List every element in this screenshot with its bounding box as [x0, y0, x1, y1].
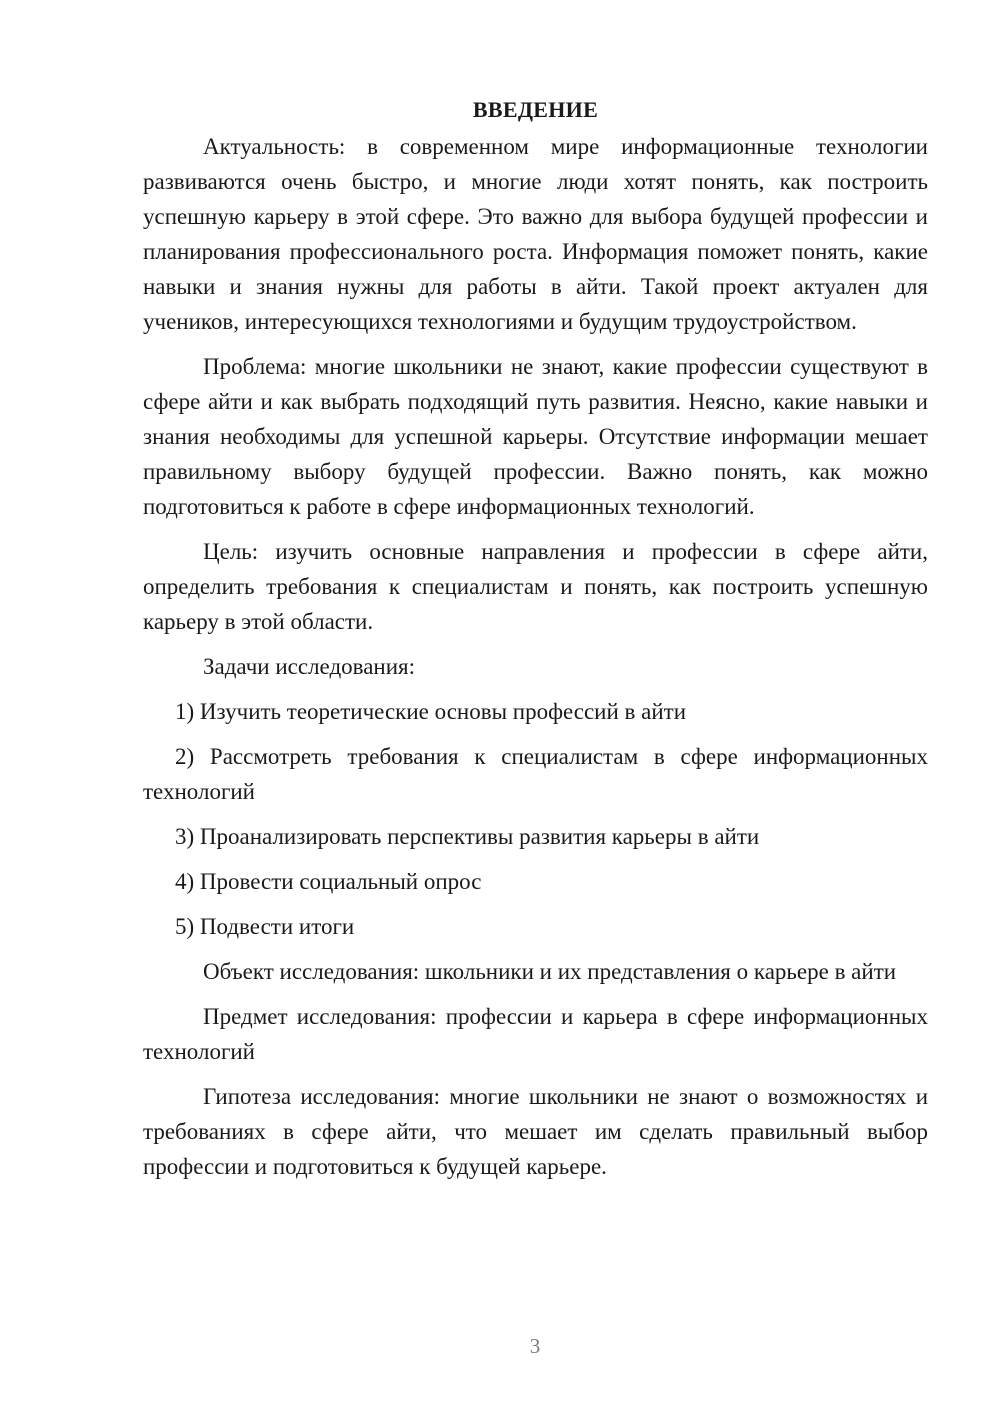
task-item-5: 5) Подвести итоги [175, 914, 355, 939]
hypothesis-paragraph: Гипотеза исследования: многие школьники не знают о возможностях и требованиях в сфере айти, что мешает им сделать правильный выбор профессии и подготовиться к будущей карьере. [143, 1084, 928, 1179]
task-item-4: 4) Провести социальный опрос [175, 869, 482, 894]
task-item-2: 2) Рассмотреть требования к специалистам в сфере информационных технологий [143, 744, 928, 804]
page-number: 3 [529, 1334, 541, 1358]
document-page [143, 92, 928, 1194]
goal-paragraph: Цель: изучить основные направления и профессии в сфере айти, определить требования к специалистам и понять, как построить успешную карьеру в этой области. [143, 539, 928, 634]
tasks-heading: Задачи исследования: [203, 654, 416, 679]
task-item-1: 1) Изучить теоретические основы профессий в айти [175, 699, 687, 724]
object-paragraph: Объект исследования: школьники и их представления о карьере в айти [203, 959, 897, 984]
relevance-paragraph: Актуальность: в современном мире информационные технологии развиваются очень быстро, и многие люди хотят понять, как построить успешную карьеру в этой сфере. Это важно для выбора будущей профессии и планирования профессионального роста. Информация поможет понять, какие навыки и знания нужны для работы в айти. Такой проект актуален для учеников, интересующихся технологиями и будущим трудоустройством. [143, 134, 928, 334]
task-item-3: 3) Проанализировать перспективы развития карьеры в айти [175, 824, 760, 849]
page-title: ВВЕДЕНИЕ [472, 97, 599, 122]
problem-paragraph: Проблема: многие школьники не знают, какие профессии существуют в сфере айти и как выбрать подходящий путь развития. Неясно, какие навыки и знания необходимы для успешной карьеры. Отсутствие информации мешает правильному выбору будущей профессии. Важно понять, как можно подготовиться к работе в сфере информационных технологий. [143, 354, 928, 519]
subject-paragraph: Предмет исследования: профессии и карьера в сфере информационных технологий [143, 1004, 928, 1064]
